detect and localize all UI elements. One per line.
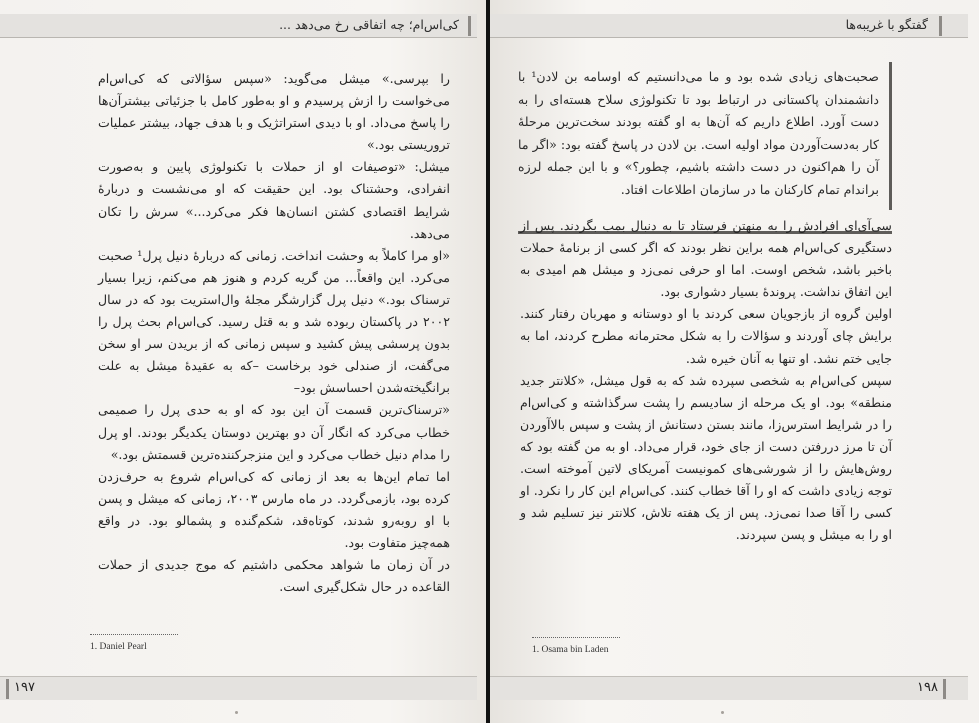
page-footer-left [0,676,477,700]
quote-paragraph: صحبت‌های زیادی شده بود و ما می‌دانستیم که اوسامه بن لادن¹ با دانشمندان پاکستانی در ارتباط بود تا تکنولوژی سلاح هسته‌ای را به دست آورد. اطلاع داریم که آن‌ها به او گفته بودند سخت‌ترین مرحلهٔ کار به‌دست‌آوردن مواد اولیه است. بن لادن در پاسخ گفته بود: «اگر ما آن را هم‌اکنون در دست داشته باشیم، چطور؟» و با این جمله لرزه براندام تمام کارکنان ما در سازمان اطلاعات افتاد. [518,69,879,197]
paragraph: اما تمام این‌ها به بعد از زمانی که کی‌اس‌ام شروع به حرف‌زدن کرده بود، بازمی‌گردد. در ماه مارس ۲۰۰۳، زمانی که میشل و پسن با او روبه‌رو شدند، کوتاه‌قد، شکم‌گنده و پشمالو بود. در واقع همه‌چیز متفاوت بود. [98,468,450,550]
running-header-right [490,14,968,38]
left-page [0,0,486,723]
right-page [490,0,979,723]
footer-marker [943,679,946,699]
footnote: 1. Daniel Pearl [90,642,147,652]
body-text-left [98,68,450,598]
footnote-divider [90,634,178,635]
footnote-divider [532,637,620,638]
running-header-title: گفتگو با غریبه‌ها [845,17,928,32]
paragraph: اولین گروه از بازجویان سعی کردند با او دوستانه و مهربان رفتار کنند. برایش چای آوردند و سؤالات را به شکل محترمانه مطرح کردند، اما به جایی ختم نشد. او تنها به آنان خیره شد. [520,306,892,366]
footnote: 1. Osama bin Laden [532,645,609,655]
registration-dot [235,711,238,714]
paragraph: در آن زمان ما شواهد محکمی داشتیم که موج جدیدی از حملات القاعده در حال شکل‌گیری است. [98,557,450,595]
running-header-left [0,14,477,38]
body-text-right [520,215,892,546]
running-header-title: کی‌اس‌ام؛ چه اتفاقی رخ می‌دهد ... [279,17,459,32]
footer-marker [6,679,9,699]
header-marker [468,16,471,36]
page-number: ۱۹۷ [14,680,35,695]
page-number: ۱۹۸ [917,680,938,695]
paragraph: سی‌آی‌ای افرادش را به منهتن فرستاد تا به دنبال بمب بگردند. پس از دستگیری کی‌اس‌ام همه براین نظر بودند که اگر کسی از برنامهٔ حملات باخبر باشد، شخص اوست. اما او حرفی نمی‌زد و میشل هم امیدی به این اتفاق نداشت. پروندهٔ بسیار دشواری بود. [520,218,892,300]
paragraph: سپس کی‌اس‌ام به شخصی سپرده شد که به قول میشل، «کلانتر جدید منطقه» بود. او یک مرحله از سادیسم را پشت سرگذاشته و کی‌اس‌ام را در شرایط استرس‌زا، مانند بستن دستانش از پشت و سپس بالاآوردن آن تا مرز دررفتن دست از جای خود، قرار می‌داد. او به من گفته بود که روش‌هایش را از شورشی‌های کمونیست آمریکای لاتین آموخته است. توجه زیادی داشت که او را آقا خطاب کنند. کی‌اس‌ام این کار را نکرد. او کسی را آقا صدا نمی‌زد. پس از یک هفته تلاش، کلانتر نیز تسلیم شد و او را به میشل و پسن سپردند. [520,372,892,543]
paragraph: «او مرا کاملاً به وحشت انداخت. زمانی که دربارهٔ دنیل پرل¹ صحبت می‌کرد. این واقعاً... من گریه کردم و هنوز هم می‌کنم، زیرا بسیار ترسناک بود.» دنیل پرل گزارشگر مجلهٔ وال‌استریت بود که در سال ۲۰۰۲ در پاکستان ربوده شد و به قتل رسید. کی‌اس‌ام بحث پرل را بدون پرسشی پیش کشید و سپس زمانی که از بریدن سر او سخن می‌گفت، از صندلی خود برخاست –که به عقیدهٔ میشل به علت برانگیخته‌شدن احساسش بود– [98,247,450,396]
paragraph: «ترسناک‌ترین قسمت آن این بود که او به حدی پرل را صمیمی خطاب می‌کرد که انگار آن دو بهترین دوستان یکدیگر بودند. او پرل را مدام دنیل خطاب می‌کرد و این منزجرکننده‌ترین قسمتش بود.» [98,402,450,462]
paragraph: میشل: «توصیفات او از حملات با تکنولوژی پایین و به‌صورت انفرادی، وحشتناک بود. این حقیقت که او می‌نشست و دربارهٔ شرایط اقتصادی کشتن انسان‌ها فکر می‌کرد...» سرش را تکان می‌دهد. [98,159,450,241]
registration-dot [721,711,724,714]
paragraph: را بپرسی.» میشل می‌گوید: «سپس سؤالاتی که کی‌اس‌ام می‌خواست را ازش پرسیدم و او به‌طور کامل با جزئیاتی بیشترآن‌ها را پاسخ می‌داد. او با دیدی استراتژیک و با هدف جهاد، بیشتر عملیات تروریستی بود.» [98,71,450,153]
page-footer-right [490,676,968,700]
quote-block [518,62,892,210]
header-marker [939,16,942,36]
